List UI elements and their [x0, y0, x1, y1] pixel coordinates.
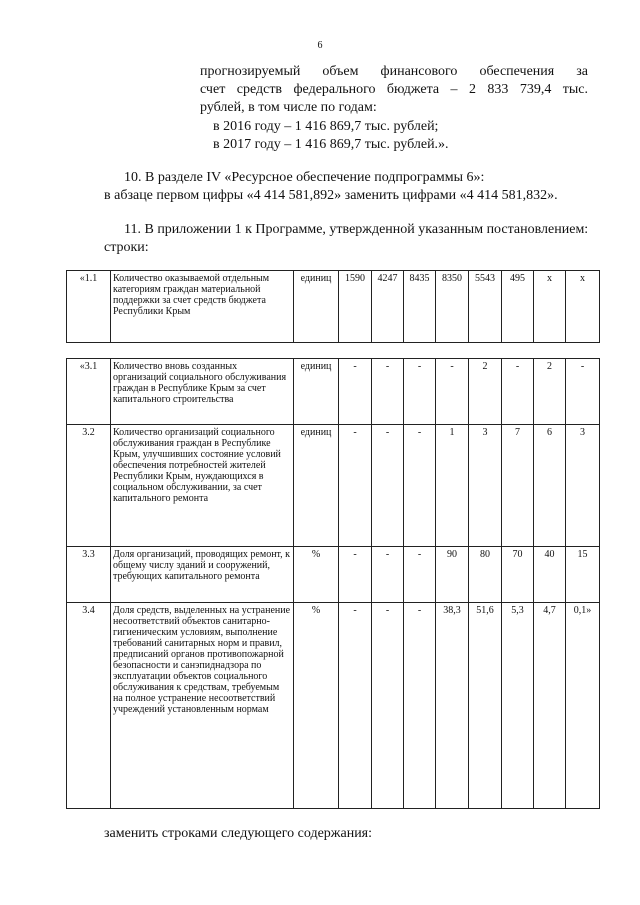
value-cell: 90 — [436, 547, 469, 603]
value-cell: 3 — [566, 425, 600, 547]
item-11-text: строки: — [104, 240, 149, 255]
row-number: «1.1 — [67, 271, 111, 343]
value-cell: 5,3 — [502, 603, 534, 809]
value-cell: 0,1» — [566, 603, 600, 809]
value-cell: 70 — [502, 547, 534, 603]
value-cell: 8350 — [436, 271, 469, 343]
indicator-name: Количество оказываемой отдельным категориям граждан материальной поддержки за счет средств бюджета Республики Крым — [111, 271, 294, 343]
unit-cell: единиц — [294, 359, 339, 425]
item-10-heading: 10. В разделе IV «Ресурсное обеспечение подпрограммы 6»: — [124, 170, 485, 185]
value-cell: 40 — [534, 547, 566, 603]
value-cell: - — [372, 425, 404, 547]
row-number: 3.3 — [67, 547, 111, 603]
unit-cell: единиц — [294, 271, 339, 343]
value-cell: - — [339, 547, 372, 603]
value-cell: - — [436, 359, 469, 425]
intro-line-4: в 2016 году – 1 416 869,7 тыс. рублей; — [213, 119, 439, 134]
value-cell: - — [372, 603, 404, 809]
value-cell: 38,3 — [436, 603, 469, 809]
page-number: 6 — [317, 40, 323, 51]
value-cell: 1 — [436, 425, 469, 547]
unit-cell: единиц — [294, 425, 339, 547]
indicators-table-1 — [66, 270, 600, 343]
row-number: 3.2 — [67, 425, 111, 547]
value-cell: 495 — [502, 271, 534, 343]
value-cell: 2 — [534, 359, 566, 425]
value-cell: х — [566, 271, 600, 343]
indicators-table-2 — [66, 358, 600, 809]
value-cell: 80 — [469, 547, 502, 603]
row-number: «3.1 — [67, 359, 111, 425]
value-cell: 4,7 — [534, 603, 566, 809]
item-11-heading: 11. В приложении 1 к Программе, утвержденной указанным постановлением: — [124, 222, 589, 237]
unit-cell: % — [294, 547, 339, 603]
value-cell: 8435 — [404, 271, 436, 343]
value-cell: 51,6 — [469, 603, 502, 809]
value-cell: - — [404, 425, 436, 547]
table-row — [67, 271, 600, 343]
intro-line-1: прогнозируемый объем финансового обеспечения за — [200, 64, 588, 79]
value-cell: - — [339, 603, 372, 809]
intro-line-2: счет средств федерального бюджета – 2 833 739,4 тыс. — [200, 82, 588, 97]
value-cell: - — [502, 359, 534, 425]
value-cell: 7 — [502, 425, 534, 547]
unit-cell: % — [294, 603, 339, 809]
value-cell: х — [534, 271, 566, 343]
value-cell: - — [372, 359, 404, 425]
value-cell: 3 — [469, 425, 502, 547]
value-cell: - — [566, 359, 600, 425]
value-cell: 6 — [534, 425, 566, 547]
table-row — [67, 603, 600, 809]
closing-text: заменить строками следующего содержания: — [104, 826, 373, 841]
value-cell: 5543 — [469, 271, 502, 343]
value-cell: - — [339, 359, 372, 425]
intro-line-5: в 2017 году – 1 416 869,7 тыс. рублей.». — [213, 137, 449, 152]
indicator-name: Количество организаций социального обслуживания граждан в Республике Крым, улучшивших состояние условий обеспечения потребностей жителей Республики Крым, нуждающихся в социальном обслуживании, за счет капитального ремонта — [111, 425, 294, 547]
value-cell: - — [404, 359, 436, 425]
value-cell: - — [404, 547, 436, 603]
intro-line-3: рублей, в том числе по годам: — [200, 100, 377, 115]
item-10-text: в абзаце первом цифры «4 414 581,892» заменить цифрами «4 414 581,832». — [104, 188, 558, 203]
indicator-name: Доля организаций, проводящих ремонт, к общему числу зданий и сооружений, требующих капитального ремонта — [111, 547, 294, 603]
value-cell: 15 — [566, 547, 600, 603]
value-cell: - — [372, 547, 404, 603]
row-number: 3.4 — [67, 603, 111, 809]
value-cell: 4247 — [372, 271, 404, 343]
table-row — [67, 425, 600, 547]
indicator-name: Количество вновь созданных организаций социального обслуживания граждан в Республике Крым за счет капитального строительства — [111, 359, 294, 425]
value-cell: 1590 — [339, 271, 372, 343]
indicator-name: Доля средств, выделенных на устранение несоответствий объектов санитарно-гигиеническим условиям, выполнение требований санитарных норм и правил, предписаний органов противопожарной безопасности и санэпиднадзора по эксплуатации объектов социального обслуживания к средствам, требуемым на полное устранение несоответствий учреждений установленным нормам — [111, 603, 294, 809]
value-cell: 2 — [469, 359, 502, 425]
value-cell: - — [404, 603, 436, 809]
value-cell: - — [339, 425, 372, 547]
table-row — [67, 547, 600, 603]
table-row — [67, 359, 600, 425]
